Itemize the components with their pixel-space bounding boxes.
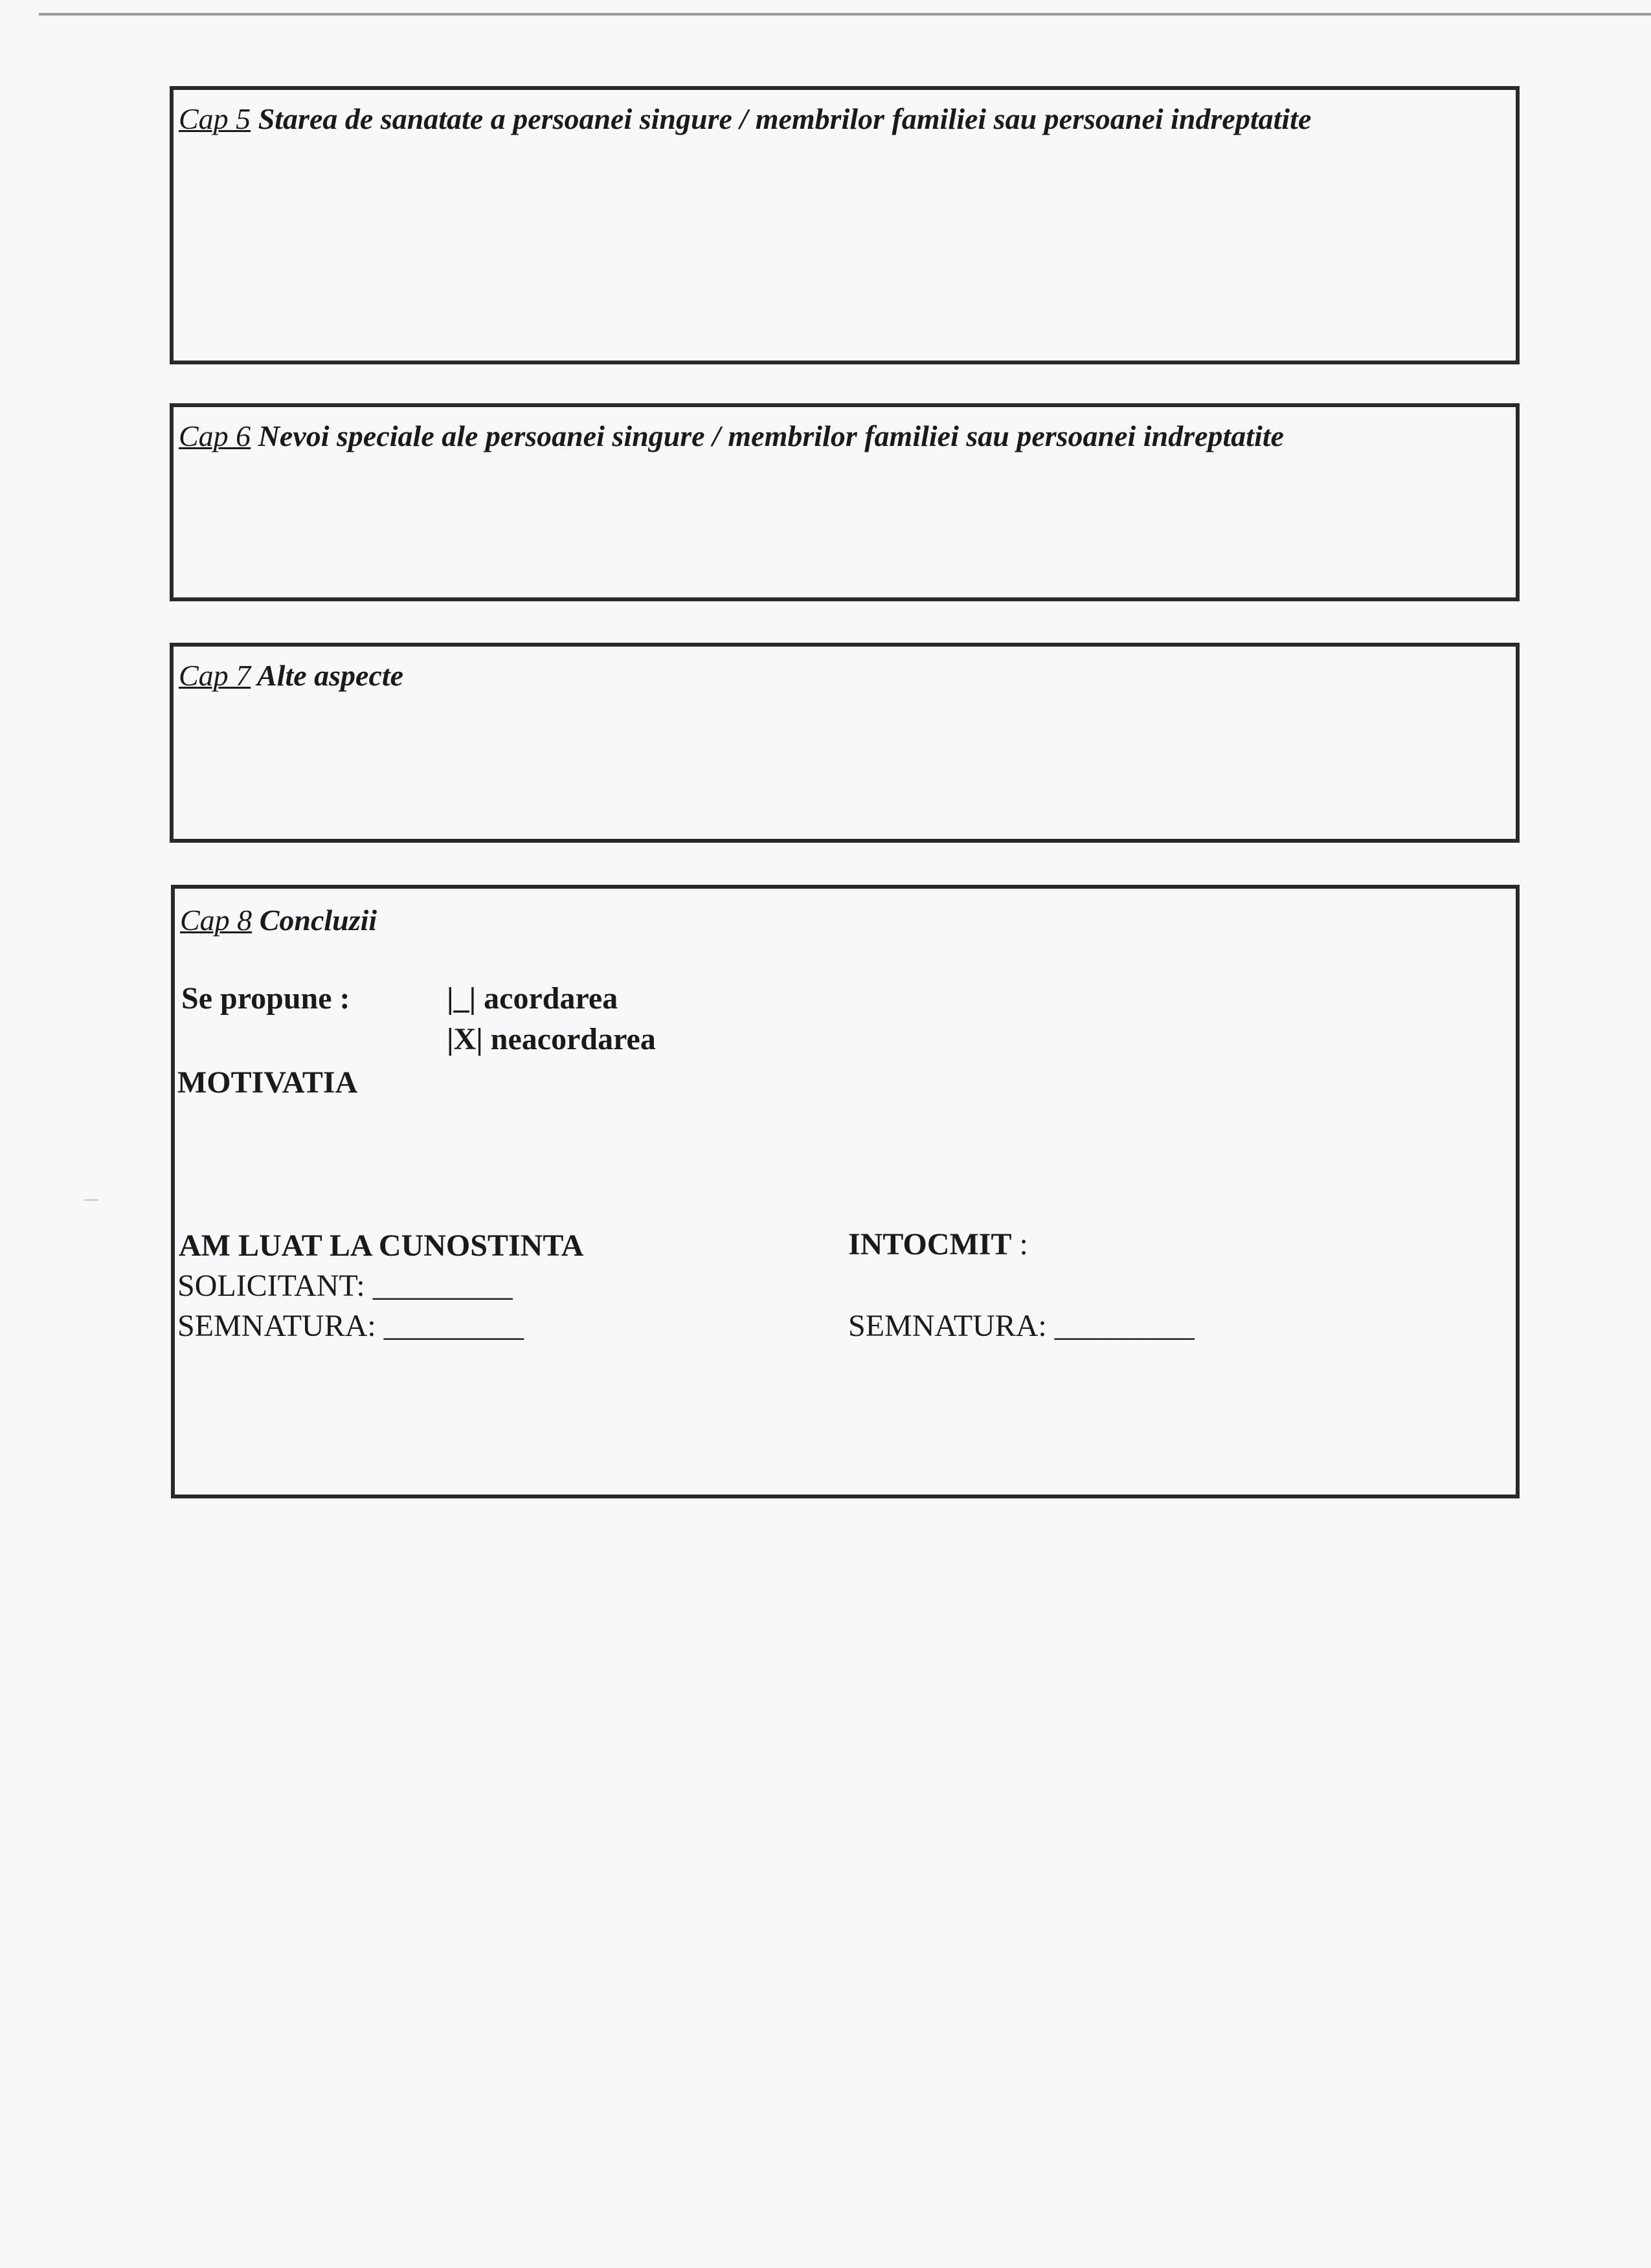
right-signature-line: SEMNATURA: _________ bbox=[848, 1309, 1195, 1343]
cap7-label: Cap 7 bbox=[179, 659, 251, 692]
section-cap7-title bbox=[179, 658, 403, 693]
section-cap7-box bbox=[170, 643, 1520, 843]
section-cap6-title bbox=[179, 419, 1284, 453]
option-grant-checkbox[interactable]: |_| acordarea bbox=[447, 981, 618, 1016]
cap8-heading: Concluzii bbox=[259, 904, 377, 937]
left-signature-line: SEMNATURA: _________ bbox=[177, 1309, 524, 1343]
motivation-label: MOTIVATIA bbox=[177, 1065, 358, 1100]
section-cap8-box bbox=[171, 885, 1520, 1498]
section-cap5-box bbox=[170, 86, 1520, 364]
left-margin-mark bbox=[84, 1199, 98, 1201]
page-top-edge bbox=[39, 13, 1651, 16]
prepared-label: INTOCMIT bbox=[848, 1227, 1012, 1262]
applicant-signature-line: SOLICITANT: _________ bbox=[177, 1269, 513, 1303]
section-cap5-title bbox=[179, 102, 1311, 136]
cap8-label: Cap 8 bbox=[180, 904, 253, 937]
option-deny-checkbox[interactable]: |X| neacordarea bbox=[447, 1022, 656, 1056]
prepared-by-field bbox=[848, 1227, 1028, 1262]
section-cap8-title bbox=[180, 903, 377, 937]
cap6-label: Cap 6 bbox=[179, 419, 251, 452]
prepared-colon: : bbox=[1011, 1227, 1028, 1262]
section-cap6-box bbox=[170, 403, 1520, 601]
propose-label: Se propune : bbox=[181, 981, 350, 1016]
cap5-heading: Starea de sanatate a persoanei singure / membrilor familiei sau persoanei indreptatite bbox=[258, 102, 1312, 135]
cap6-heading: Nevoi speciale ale persoanei singure / membrilor familiei sau persoanei indreptatite bbox=[258, 419, 1285, 452]
cap5-label: Cap 5 bbox=[179, 102, 251, 135]
acknowledged-heading: AM LUAT LA CUNOSTINTA bbox=[179, 1228, 584, 1263]
cap7-heading: Alte aspecte bbox=[256, 659, 404, 692]
